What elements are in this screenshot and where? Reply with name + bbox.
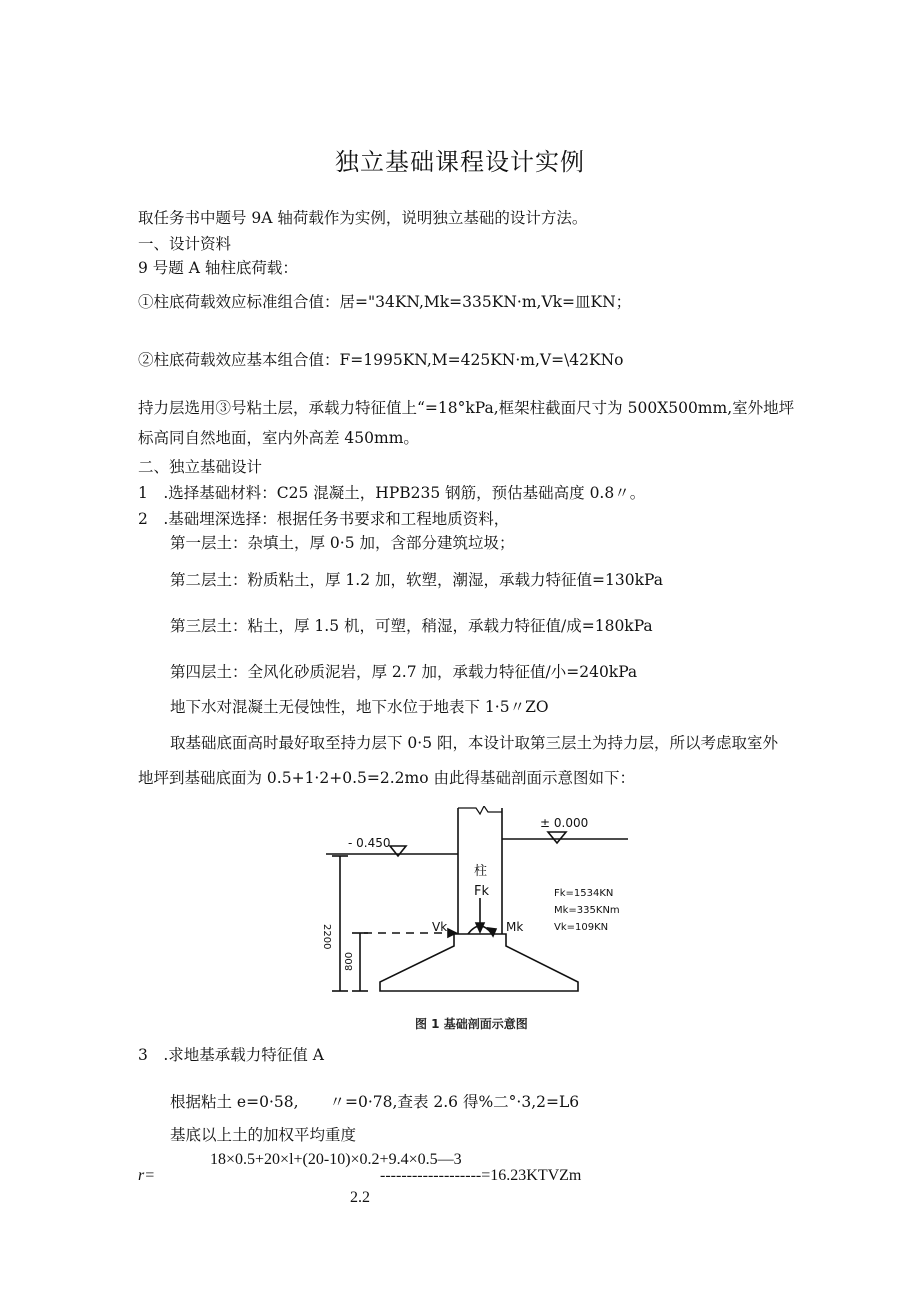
soil-layer-2: 第二层土：粉质粘土，厚 1.2 加，软塑，潮湿，承载力特征值=130kPa	[170, 571, 663, 589]
bearing-layer-line-1: 持力层选用③号粘土层，承载力特征值上“=18°kPa,框架柱截面尺寸为 500X500mm,室外地坪	[138, 399, 795, 417]
depth-line-2: 地坪到基础底面为 0.5+1·2+0.5=2.2mo 由此得基础剖面示意图如下：	[138, 769, 635, 787]
fk-arrow-head	[476, 923, 484, 932]
vk-label: Vk	[432, 920, 448, 934]
fk-label: Fk	[474, 884, 490, 899]
footing-height-label: 800	[344, 951, 356, 972]
bearing-layer-line-2: 标高同自然地面，室内外高差 450mm。	[138, 429, 419, 447]
formula-denominator: 2.2	[350, 1189, 370, 1206]
soil-layer-1: 第一层土：杂填土，厚 0·5 加，含部分建筑垃圾；	[170, 534, 515, 552]
total-depth-label: 2200	[321, 924, 332, 950]
formula-numerator: 18×0.5+20×l+(20-10)×0.2+9.4×0.5—3	[210, 1151, 462, 1168]
indoor-level-marker	[548, 832, 566, 843]
mk-label: Mk	[506, 920, 524, 934]
step-3: 3 .求地基承载力特征值 A	[138, 1046, 324, 1064]
load-basic: ②柱底荷载效应基本组合值：F=1995KN,M=425KN·m,V=\42KNo	[138, 351, 624, 369]
column-label: 柱	[474, 864, 488, 879]
formula-fraction-line: -------------------=16.23KTVZm	[380, 1167, 582, 1184]
column-break-mark	[458, 806, 502, 814]
foundation-section-figure	[318, 806, 638, 1038]
page-title: 独立基础课程设计实例	[335, 148, 585, 176]
soil-layer-4: 第四层土：全风化砂质泥岩，厚 2.7 加，承载力特征值/小=240kPa	[170, 663, 638, 681]
load-heading: 9 号题 A 轴柱底荷载：	[138, 259, 298, 277]
section-heading-1: 一、设计资料	[138, 235, 232, 253]
intro-line: 取任务书中题号 9A 轴荷载作为实例，说明独立基础的设计方法。	[138, 209, 588, 227]
legend-mk: Mk=335KNm	[554, 905, 620, 916]
depth-line-1: 取基础底面高时最好取至持力层下 0·5 阳，本设计取第三层土为持力层，所以考虑取室外	[170, 734, 779, 752]
indoor-level-label: ± 0.000	[540, 816, 589, 830]
footing-outline	[380, 934, 578, 991]
load-standard: ①柱底荷载效应标准组合值：居="34KN,Mk=335KN·m,Vk=皿KN；	[138, 293, 632, 311]
groundwater-line: 地下水对混凝土无侵蚀性，地下水位于地表下 1·5〃ZO	[170, 698, 549, 716]
step-2: 2 .基础埋深选择：根据任务书要求和工程地质资料，	[138, 510, 510, 528]
weighted-density-heading: 基底以上土的加权平均重度	[170, 1126, 357, 1144]
legend-vk: Vk=109KN	[554, 922, 609, 933]
clay-parameters-line: 根据粘土 e=0·58, 〃=0·78,查表 2.6 得%二°·3,2=L6	[170, 1093, 580, 1111]
formula-lhs: r=	[138, 1167, 156, 1184]
soil-layer-3: 第三层土：粘土，厚 1.5 机，可塑，稍湿，承载力特征值/成=180kPa	[170, 617, 653, 635]
outdoor-level-label: - 0.450	[348, 836, 391, 850]
legend-fk: Fk=1534KN	[554, 888, 614, 899]
section-heading-2: 二、独立基础设计	[138, 458, 263, 476]
figure-caption: 图 1 基础剖面示意图	[415, 1017, 528, 1031]
step-1: 1 .选择基础材料：C25 混凝土，HPB235 钢筋，预估基础高度 0.8〃。	[138, 484, 646, 502]
